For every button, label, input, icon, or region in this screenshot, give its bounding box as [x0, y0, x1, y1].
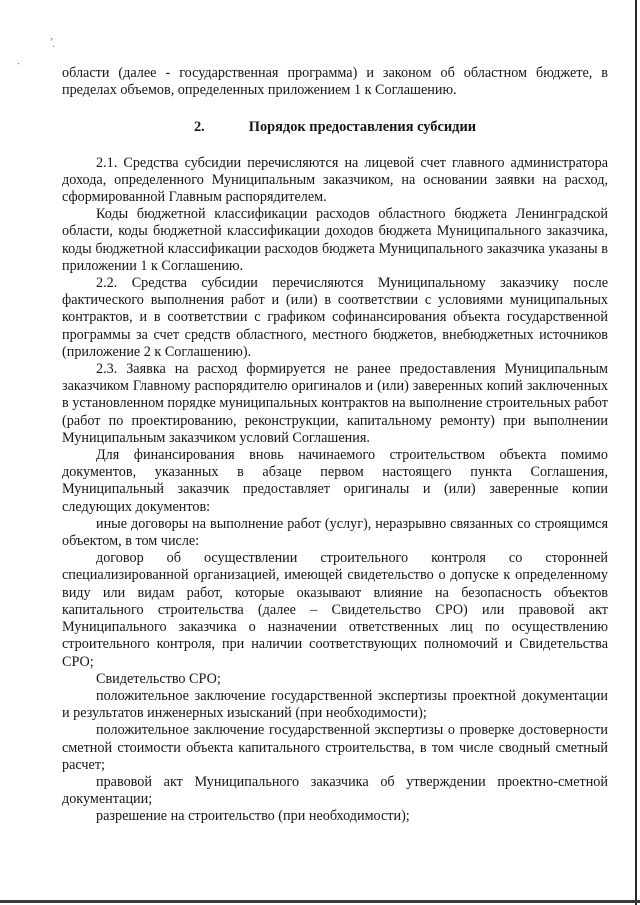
paragraph-financing: Для финансирования вновь начинаемого строительством объекта помимо документов, указанных в абзаце первом настоящего пункта Соглашения, Муниципальный заказчик предоставляет оригиналы и (или) заверенные копии следующих документов: [62, 447, 608, 515]
scan-artifact: ʼ̣ [50, 37, 54, 48]
paragraph-2-3: 2.3. Заявка на расход формируется не ранее предоставления Муниципальным заказчиком Главному распорядителю оригиналов и (или) заверенных копий заключенных в установленном порядке муниципальных контрактов на выполнение строительных работ (работ по проектированию, реконструкции, капитальному ремонту) при выполнении Муниципальным заказчиком условий Соглашения. [62, 361, 608, 446]
list-item-expertise-design: положительное заключение государственной экспертизы проектной документации и результатов инженерных изысканий (при необходимости); [62, 687, 608, 722]
section-title: Порядок предоставления субсидии [248, 119, 477, 136]
paragraph-2-2: 2.2. Средства субсидии перечисляются Муниципальному заказчику после фактического выполнения работ и (или) в соответствии с условиями муниципальных контрактов, и в соответствии с графиком софинансирования объекта государственной программы за счет средств областного, местного бюджетов, внебюджетных источников (приложение 2 к Соглашению). [62, 275, 608, 360]
scan-border-right [635, 0, 637, 905]
list-item-building-permit: разрешение на строительство (при необходимости); [96, 808, 410, 825]
list-item-legal-act: правовой акт Муниципального заказчика об утверждении проектно-сметной документации; [62, 773, 608, 808]
list-item-expertise-estimate: положительное заключение государственной экспертизы о проверке достоверности сметной стоимости объекта капитального строительства, в том числе сводный сметный расчет; [62, 722, 608, 773]
scan-artifact: ˎ [17, 54, 21, 65]
document-page [62, 65, 608, 826]
section-number: 2. [193, 119, 205, 136]
paragraph-2-1: 2.1. Средства субсидии перечисляются на лицевой счет главного администратора дохода, определенного Муниципальным заказчиком, на основании заявки на расход, сформированной Главным распорядителем. [62, 154, 608, 206]
section-heading [62, 119, 608, 136]
scan-border-bottom [0, 900, 640, 903]
list-item-construction-control: договор об осуществлении строительного контроля со сторонней специализированной организацией, имеющей свидетельство о допуске к определенному виду или видам работ, которые оказывают влияние на безопасность объектов капитального строительства (далее – Свидетельство СРО) или правовой акт Муниципального заказчика о назначении ответственных лиц по осуществлению строительного контроля, при наличии соответствующих полномочий и Свидетельства СРО; [62, 550, 608, 670]
list-item-other-contracts: иные договоры на выполнение работ (услуг), неразрывно связанных со строящимся объектом, в том числе: [62, 515, 608, 550]
paragraph-budget-codes: Коды бюджетной классификации расходов областного бюджета Ленинградской области, коды бюджетной классификации доходов бюджета Муниципального заказчика, коды бюджетной классификации расходов бюджета Муниципального заказчика указаны в приложении 1 к Соглашению. [62, 206, 608, 274]
intro-paragraph: области (далее - государственная программа) и законом об областном бюджете, в пределах объемов, определенных приложением 1 к Соглашению. [62, 65, 608, 99]
list-item-sro-certificate: Свидетельство СРО; [96, 670, 221, 687]
